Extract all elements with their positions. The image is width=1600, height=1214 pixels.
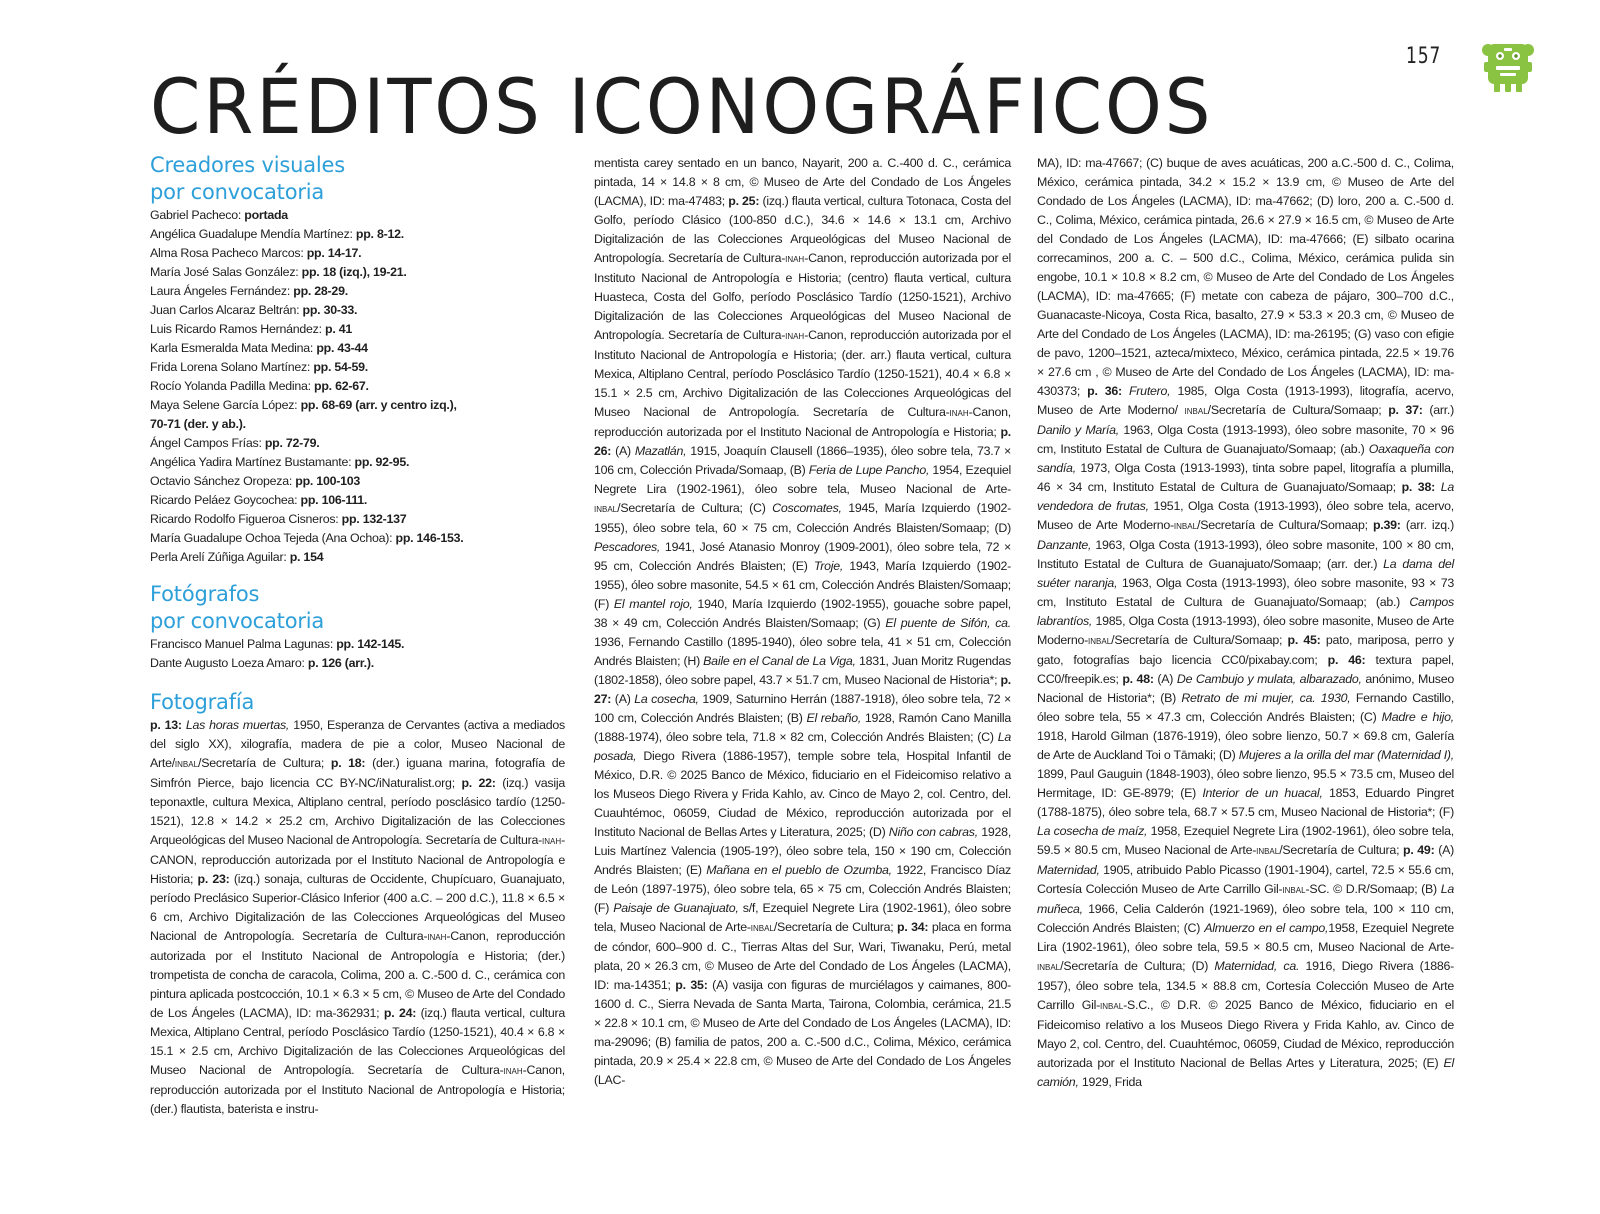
artwork-title: La muñeca, [1037,882,1454,916]
credit-text: s/f, Ezequiel Negrete Lira (1902-1961), óleo sobre tela, Museo Nacional de Arte- [594,901,1012,934]
credit-text: -Canon, reproducción autorizada por el Instituto Nacional de Antropología e Historia; (der.) flautista, baterista e instru- [150,1063,565,1116]
credit-text: (A) [1153,672,1177,686]
credit-line [150,529,565,548]
credit-text: -Canon, reproducción autorizada por el Instituto Nacional de Antropología e Historia; [594,405,1011,439]
credit-name: Karla Esmeralda Mata Medina: [150,341,314,355]
credit-text: Fernando Castillo, óleo sobre tela, 55 × 47.3 cm, Colección Andrés Blaisten; (C) [1037,691,1455,724]
credit-name: Angélica Yadira Martínez Bustamante: [150,455,352,469]
credit-text [1122,384,1129,398]
credit-name: Rocío Yolanda Padilla Medina: [150,379,311,393]
credit-text: -Canon, reproducción autorizada por el Instituto Nacional de Antropología e Historia; (der. arr.) flauta vertical, cultura Mexica, Altiplano Central, período Posclásico Tardío (1250-1521), 40.4 × 6.8 × 15.1 × 2.5 cm, Archivo Digitalización de las Colecciones Arqueológicas del Museo Nacional de Antropología. Secretaría de Cultura- [594,328,1011,419]
artwork-title: Pescadores, [594,540,661,554]
credit-text: /Secretaría de Cultura/Somaap; [1197,518,1373,532]
page-reference: p. 37: [1388,403,1423,417]
credit-name: María José Salas González: [150,265,299,279]
credit-pages: pp. 8-12. [355,227,404,241]
credit-name: Frida Lorena Solano Martínez: [150,360,311,374]
credit-text: 1940, María Izquierdo (1902-1955), gouache sobre papel, 38 × 49 cm, Colección Andrés Blaisten/Somaap; (G) [594,597,1012,630]
page-title: CRÉDITOS ICONOGRÁFICOS [150,62,1214,151]
credit-line [150,510,565,529]
credit-text: INBAL [1282,886,1306,895]
credit-name: Ricardo Rodolfo Figueroa Cisneros: [150,512,339,526]
credit-name: Ángel Campos Frías: [150,436,262,450]
credit-line [150,225,565,244]
credit-text: /Secretaría de Cultura/Somaap; [1207,403,1389,417]
credit-text: INBAL [750,924,774,933]
credit-text: (izq.) flauta vertical, cultura Mexica, Altiplano Central, período Posclásico Tardío (1250-1521), 40.4 × 6.8 × 15.1 × 2.5 cm, Archivo Digitalización de las Colecciones Arqueológicas del Museo Nacional de Antropología. Secretaría de Cultura- [150,1006,565,1077]
page-reference: p. 35: [675,978,708,992]
artwork-title: La cosecha, [634,692,699,706]
credit-text: (arr. izq.) [1400,518,1454,532]
credit-text: INBAL [1173,522,1198,531]
page-reference: p. 24: [383,1006,417,1020]
credit-text: 1963, Olga Costa (1913-1993), óleo sobre masonite, 93 × 73 cm, Instituto Estatal de Cultura de Guanajuato/Somaap; (ab.) [1037,576,1454,609]
artwork-title: Oaxaqueña con sandía, [1037,442,1454,475]
credit-text: (izq.) flauta vertical, cultura Totonaca, Costa del Golfo, período Clásico (100-850 d.C.), 34.6 × 14.6 × 13.1 cm, Archivo Digitalización de las Colecciones Arqueológicas del Museo Nacional de Antropología. Secretaría de Cultura- [594,194,1011,265]
credit-pages: p. 126 (arr.). [307,656,374,670]
page-reference: p. 23: [197,872,230,886]
heading-line: por convocatoria [150,180,325,204]
credit-text: -Canon, reproducción autorizada por el Instituto Nacional de Antropología e Historia; (centro) flauta vertical, cultura Huasteca, Costa del Golfo, período Posclásico Tardío (1250-1521), Archivo Digitalización de las Colecciones Arqueológicas del Museo Nacional de Antropología. Secretaría de Cultura- [594,251,1011,342]
credit-line [150,548,565,567]
credit-pages: pp. 72-79. [264,436,320,450]
artwork-title: Las horas muertas, [185,718,290,732]
page-reference: p. 38: [1401,480,1435,494]
credit-text: 1950, Esperanza de Cervantes (activa a mediados del siglo XX), xilografía, madera de pie a color, Museo Nacional de Arte/ [150,718,565,770]
credit-name: Angélica Guadalupe Mendía Martínez: [150,227,353,241]
credit-text: (A) [611,692,635,706]
credit-line [150,339,565,358]
credit-text: anónimo, Museo Nacional de Historia*; (B) [1037,672,1454,705]
credit-text: 1936, Fernando Castillo (1895-1940), óleo sobre tela, 41 × 51 cm, Colección Andrés Blaisten; (H) [594,635,1011,668]
credit-name: Juan Carlos Alcaraz Beltrán: [150,303,300,317]
artwork-title: La vendedora de frutas, [1037,480,1454,513]
credit-pages: pp. 100-103 [295,474,361,488]
credit-text: 1928, Luis Martínez Valencia (1905-19?), óleo sobre tela, 150 × 190 cm, Colección Andrés Blaisten; (E) [594,825,1012,877]
credit-text: 1958, Ezequiel Negrete Lira (1902-1961), óleo sobre tela, 59.5 × 80.5 cm, Museo Nacional de Arte- [1037,921,1454,954]
credit-name: Francisco Manuel Palma Lagunas: [150,637,334,651]
heading-line: Fotógrafos [150,582,260,606]
artwork-title: Mazatlán, [634,444,687,458]
artwork-title: Mañana en el pueblo de Ozumba, [706,863,892,877]
visual-creators-list [150,206,565,567]
credit-text: 1922, Francisco Díaz de León (1897-1975), óleo sobre tela, 65 × 75 cm, Colección Andrés Blaisten; (F) [594,863,1011,915]
credit-line [150,472,565,491]
credit-pages: pp. 132-137 [341,512,407,526]
photography-credits-col1 [150,716,565,1119]
credit-pages: pp. 92-95. [354,455,410,469]
credit-text: INBAL [174,760,199,769]
credit-text: INBAL [1037,963,1061,972]
credit-text: INBAL [1088,637,1112,646]
photography-credits-col2 [594,154,1011,1090]
artwork-title: Niño con cabras, [888,825,978,839]
credit-text: 1985, Olga Costa (1913-1993), óleo sobre masonite, Museo de Arte Moderno- [1037,614,1454,647]
artwork-title: El rebaño, [806,711,862,725]
credit-text: INAH [503,1067,523,1076]
credit-line [150,377,565,396]
artwork-title: Maternidad, [1037,863,1100,877]
artwork-title: Almuerzo en el campo, [1204,921,1329,935]
middle-column [594,154,1011,1090]
credit-text: 1943, María Izquierdo (1902-1955), óleo sobre masonite, 54.5 × 61 cm, Colección Andrés Blaisten/Somaap; (F) [594,559,1011,611]
credit-pages: pp. 68-69 (arr. y centro izq.), [300,398,457,412]
credit-text: 1909, Saturnino Herrán (1887-1918), óleo sobre tela, 72 × 100 cm, Colección Andrés Blaisten; (B) [594,692,1011,725]
credit-text: 1985, Olga Costa (1913-1993), litografía, acervo, Museo de Arte Moderno/ [1037,384,1454,417]
credit-pages: pp. 43-44 [316,341,368,355]
credit-name: Alma Rosa Pacheco Marcos: [150,246,304,260]
credit-line [150,282,565,301]
credit-text: 1951, Olga Costa (1913-1993), óleo sobre tela, acervo, Museo de Arte Moderno- [1037,499,1454,532]
aztec-glyph-icon [1480,36,1536,94]
page-reference: p. 45: [1287,633,1321,647]
credit-text: 1958, Ezequiel Negrete Lira (1902-1961), óleo sobre tela, 59.5 × 80.5 cm, Museo Nacional de Arte- [1037,824,1454,857]
credit-text: 1928, Ramón Cano Manilla (1888-1974), óleo sobre tela, 71.8 × 82 cm, Colección Andrés Blaisten; (C) [594,711,1012,744]
page-reference: p. 49: [1403,843,1435,857]
credit-line [150,453,565,472]
credit-text: 1853, Eduardo Pingret (1788-1875), óleo sobre tela, 68.7 × 57.5 cm, Museo Nacional de Historia*; (F) [1037,786,1454,819]
page-reference: p. 27: [594,673,1011,706]
credit-text: INBAL [1256,847,1280,856]
heading-line: Creadores visuales [150,153,345,177]
credit-text: INBAL [594,505,618,514]
credit-name: Luis Ricardo Ramos Hernández: [150,322,322,336]
credit-pages: 70-71 (der. y ab.). [150,417,246,431]
page-reference: p. 22: [461,776,496,790]
credit-line [150,263,565,282]
artwork-title: Campos labrantíos, [1037,595,1454,628]
credit-pages: pp. 142-145. [336,637,405,651]
artwork-title: Paisaje de Guanajuato, [613,901,739,915]
credit-text: (izq.) sonaja, culturas de Occidente, Chupícuaro, Guanajuato, período Preclásico Superior-Clásico Inferior (400 a.C. – 200 d.C.), 11.8 × 6.5 × 6 cm, Archivo Digitalización de las Colecciones Arqueológicas del Museo Nacional de Antropología. Secretaría de Cultura- [150,872,565,943]
credit-line [150,396,565,415]
credit-name: Ricardo Peláez Goycochea: [150,493,298,507]
heading-line: por convocatoria [150,609,325,633]
artwork-title: Danilo y María, [1037,423,1119,437]
credit-text: 1973, Olga Costa (1913-1993), tinta sobre papel, litografía a plumilla, 46 × 34 cm, Instituto Estatal de Cultura de Guanajuato/Somaap; [1037,461,1454,494]
credit-text: /Secretaría de Cultura; [198,756,331,770]
credit-line [150,415,565,434]
credit-text: /Secretaría de Cultura; (D) [1060,959,1215,973]
credit-text: INAH [541,837,562,846]
credit-name: Dante Augusto Loeza Amaro: [150,656,305,670]
credit-line [150,491,565,510]
credit-pages: pp. 54-59. [313,360,368,374]
credit-text: 1966, Celia Calderón (1921-1969), óleo sobre tela, 100 × 110 cm, Colección Andrés Blaisten; (C) [1037,902,1454,935]
credit-line [150,244,565,263]
page-reference: p. 34: [897,920,929,934]
credit-text: INAH [949,409,969,418]
page-reference: p. 13: [150,718,186,732]
artwork-title: El mantel rojo, [613,597,693,611]
right-column [1037,154,1454,1092]
credit-pages: pp. 18 (izq.), 19-21. [301,265,407,279]
artwork-title: La posada, [594,730,1011,763]
credit-line [150,301,565,320]
credit-pages: portada [244,208,288,222]
credit-text: 1918, Harold Gilman (1876-1919), óleo sobre lienzo, 50.7 × 69.8 cm, Galería de Arte de Auckland Toi o Tāmaki; (D) [1037,729,1454,762]
page-reference: p.39: [1372,518,1401,532]
credit-pages: pp. 30-33. [302,303,358,317]
credit-pages: pp. 28-29. [293,284,348,298]
artwork-title: El camión, [1037,1056,1454,1089]
left-column [150,152,565,1119]
artwork-title: Danzante, [1037,538,1092,552]
credit-text: INBAL [1184,407,1208,416]
credit-text: 1929, Frida [1078,1075,1142,1089]
artwork-title: La dama del suéter naranja, [1037,557,1454,590]
credit-text: 1945, María Izquierdo (1902-1955), óleo sobre tela, 60 × 75 cm, Colección Andrés Blaisten/Somaap; (D) [594,501,1011,535]
section-heading-visual-creators [150,152,565,206]
credit-line [150,320,565,339]
credit-pages: pp. 146-153. [395,531,464,545]
credit-text: -S.C., © D.R. © 2025 Banco de México, fiduciario en el Fideicomiso relativo a los Museos Diego Rivera y Frida Kahlo, av. Cinco de Mayo 2, col. Centro, del. Cuauhtémoc, 06059, Ciudad de México, reproducción autorizada por el Instituto Nacional de Bellas Artes y Literatura, 2025; (E) [1037,998,1454,1070]
section-heading-photographers [150,581,565,635]
credit-text: textura papel, CC0/freepik.es; [1037,653,1454,686]
photographers-list [150,635,565,673]
credit-text: (A) [611,444,635,458]
credit-name: Laura Ángeles Fernández: [150,284,291,298]
credit-line [150,206,565,225]
artwork-title: La cosecha de maíz, [1037,824,1148,838]
page-reference: p. 18: [330,756,366,770]
credit-line [150,654,565,673]
credit-line [150,635,565,654]
credit-line [150,358,565,377]
artwork-title: Feria de Lupe Pancho, [808,463,930,477]
artwork-title: El puente de Sifón, ca. [885,616,1011,630]
page-reference: p. 25: [728,194,760,208]
credit-text: (A) vasija con figuras de murciélagos y caimanes, 800-1600 d. C., Sierra Nevada de Santa Marta, Tairona, Colombia, cerámica, 21.5 × 22.8 × 10.1 cm, © Museo de Arte del Condado de Los Ángeles (LACMA), ID: ma-29096; (B) familia de patos, 200 a. C.-500 d.C., Colima, México, cerámica pintada, 20.9 × 25.4 × 22.8 cm, © Museo de Arte del Condado de Los Ángeles (LAC- [594,978,1011,1087]
artwork-title: Mujeres a la orilla del mar (Maternidad I), [1238,748,1454,762]
credit-pages: p. 41 [325,322,353,336]
credit-text: -CANON, reproducción autorizada por el Instituto Nacional de Antropología e Historia; [150,833,565,886]
credit-text: /Secretaría de Cultura; [1279,843,1404,857]
credit-text: 1941, José Atanasio Monroy (1909-2001), óleo sobre tela, 72 × 95 cm, Colección Andrés Blaisten; (E) [594,540,1011,573]
credit-text: (arr.) [1422,403,1454,417]
credit-text: -Canon, reproducción autorizada por el Instituto Nacional de Antropología e Historia; (der.) trompetista de concha de caracola, Colima, 200 a. C.-500 d. C., cerámica con pintura aplicada postcocción, 10.1 × 6.3 × 5 cm, © Museo de Arte del Condado de Los Ángeles (LACMA), ID: ma-362931; [150,929,565,1020]
artwork-title: Maternidad, ca. [1214,959,1300,973]
page-reference: p. 46: [1327,653,1366,667]
credit-name: Maya Selene García López: [150,398,298,412]
credit-text: MA), ID: ma-47667; (C) buque de aves acuáticas, 200 a.C.-500 d. C., Colima, México, cerámica pintada, 34.2 × 15.2 × 13.9 cm, © Museo de Arte del Condado de Los Ángeles (LACMA), ID: ma-47662; (D) loro, 200 a. C.-500 d. C., Colima, México, cerámica pintada, 26.6 × 27.9 × 16.5 cm, © Museo de Arte del Condado de Los Ángeles (LACMA), ID: ma-47666; (E) silbato ocarina correcaminos, 200 a. C. – 500 d.C., Colima, México, cerámica pulida sin engobe, 10.1 × 10.8 × 8.2 cm, © Museo de Arte del Condado de Los Ángeles (LACMA), ID: ma-47665; (F) metate con cabeza de pájaro, 300–700 d.C., Guanacaste-Nicoya, Costa Rica, basalto, 27.9 × 53.3 × 20.3 cm, © Museo de Arte del Condado de Los Ángeles (LACMA), ID: ma-26195; (G) vaso con efigie de pavo, 1200–1521, azteca/mixteco, México, cerámica pintada, 22.5 × 19.76 × 27.6 cm , © Museo de Arte del Condado de Los Ángeles (LACMA), ID: ma-430373; [1037,156,1454,398]
credit-text: mentista carey sentado en un banco, Nayarit, 200 a. C.-400 d. C., cerámica pintada, 14 × 14.8 × 8 cm, © Museo de Arte del Condado de Los Ángeles (LACMA), ID: ma-47483; [594,156,1011,208]
credit-text: /Secretaría de Cultura; (C) [617,501,773,515]
credit-text: 1915, Joaquín Clausell (1866–1935), óleo sobre tela, 73.7 × 106 cm, Colección Privada/Somaap, (B) [594,444,1011,477]
credit-text: 1916, Diego Rivera (1886-1957), óleo sobre tela, 134.5 × 88.8 cm, Cortesía Colección Museo de Arte Carrillo Gil- [1037,959,1455,1012]
credit-text: INAH [785,332,805,341]
credit-pages: p. 154 [289,550,324,564]
credit-text: pato, mariposa, perro y gato, fotografías bajo licencia CC0/pixabay.com; [1037,633,1454,667]
credit-text: (A) [1434,843,1454,857]
page-reference: p. 48: [1122,672,1154,686]
credit-pages: pp. 62-67. [314,379,369,393]
credit-text: 1831, Juan Moritz Rugendas (1802-1858), óleo sobre papel, 43.7 × 51.7 cm, Museo Nacional de Historia*; [594,654,1011,687]
credit-name: Gabriel Pacheco: [150,208,242,222]
artwork-title: Madre e hijo, [1381,710,1454,724]
credit-text: (izq.) vasija teponaxtle, cultura Mexica, Altiplano central, período posclásico tardío (1250-1521), 12.8 × 14.2 × 25.2 cm, Archivo Digitalización de las Colecciones Arqueológicas del Museo Nacional de Antropología. Secretaría de Cultura- [150,776,565,847]
credit-text: placa en forma de cóndor, 600–900 d. C., Tierras Altas del Sur, Wari, Tiwanaku, Perú, metal plata, 20 × 26.3 cm, © Museo de Arte del Condado de Los Ángeles (LACMA), ID: ma-14351; [594,920,1012,992]
credit-text: 1905, atribuido Pablo Picasso (1901-1904), cartel, 72.5 × 55.6 cm, Cortesía Colección Museo de Arte Carrillo Gil- [1037,863,1454,896]
credit-pages: pp. 14-17. [306,246,362,260]
artwork-title: Coscomates, [772,501,842,515]
credit-text: INBAL [1100,1002,1124,1011]
credit-text: 1963, Olga Costa (1913-1993), óleo sobre masonite, 100 × 80 cm, Instituto Estatal de Cultura de Guanajuato/Somaap; (arr. der.) [1037,538,1454,571]
credit-text: INAH [785,255,805,264]
credit-pages: pp. 106-111. [300,493,368,507]
credit-name: Octavio Sánchez Oropeza: [150,474,293,488]
credit-name: María Guadalupe Ochoa Tejeda (Ana Ochoa): [150,531,393,545]
credit-text: 1954, Ezequiel Negrete Lira (1902-1961), óleo sobre tela, Museo Nacional de Arte- [594,463,1012,496]
credit-text: Diego Rivera (1886-1957), temple sobre tela, Hospital Infantil de México, D.R. © 2025 Banco de México, fiduciario en el Fideicomiso relativo a los Museos Diego Rivera y Frida Kahlo, av. Cinco de Mayo 2, col. Centro, del. Cuauhtémoc, 06059, Ciudad de México, reproducción autorizada por el Instituto Nacional de Bellas Artes y Literatura, 2025; (D) [594,749,1011,839]
artwork-title: Frutero, [1128,384,1171,398]
credit-text: (der.) iguana marina, fotografía de Simfrón Pierce, bajo licencia CC BY-NC/iNaturalist.org; [150,756,565,790]
credit-text: 1963, Olga Costa (1913-1993), óleo sobre masonite, 70 × 96 cm, Instituto Estatal de Cultura de Guanajuato/Somaap; (ab.) [1037,423,1454,456]
photography-credits-col3 [1037,154,1454,1092]
credit-text: -SC. © D.R/Somaap; (B) [1305,882,1441,896]
credit-text: 1899, Paul Gauguin (1848-1903), óleo sobre lienzo, 95.5 × 73.5 cm, Museo del Hermitage, ID: GE-8979; (E) [1037,767,1454,800]
credit-name: Perla Arelí Zúñiga Aguilar: [150,550,287,564]
section-heading-photography: Fotografía [150,690,255,714]
artwork-title: De Cambujo y mulata, albarazado, [1176,672,1362,686]
credit-text: /Secretaría de Cultura/Somaap; [1111,633,1288,647]
artwork-title: Baile en el Canal de La Viga, [703,654,856,668]
credit-line [150,434,565,453]
page-number: 157 [1406,44,1442,69]
artwork-title: Retrato de mi mujer, ca. 1930, [1181,691,1351,705]
artwork-title: Interior de un huacal, [1202,786,1323,800]
artwork-title: Troje, [813,559,844,573]
credit-text: /Secretaría de Cultura; [773,920,898,934]
page-reference: p. 36: [1087,384,1122,398]
page-reference: p. 26: [594,425,1011,458]
credit-text: INAH [427,933,447,942]
